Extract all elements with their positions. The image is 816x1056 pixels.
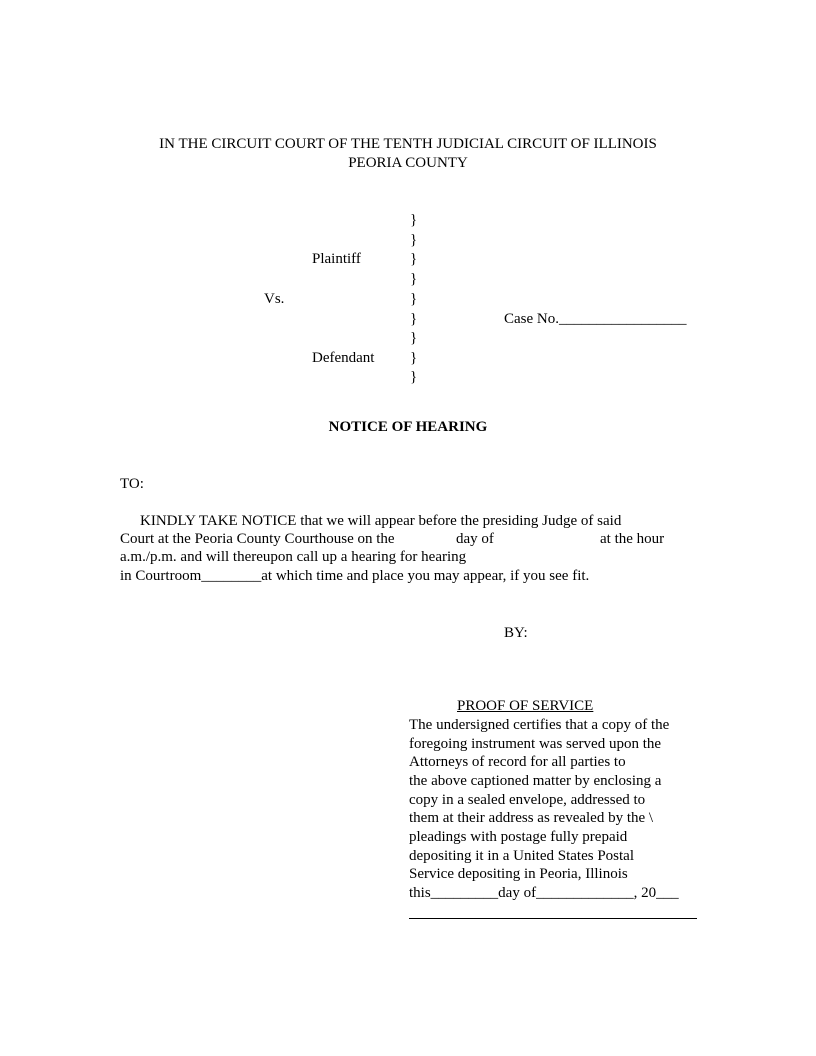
county-heading: PEORIA COUNTY <box>348 155 468 171</box>
proof-line: them at their address as revealed by the \ <box>409 810 654 826</box>
proof-line: The undersigned certifies that a copy of the <box>409 717 670 733</box>
document-title: NOTICE OF HEARING <box>328 419 488 435</box>
caption-brace: } <box>410 232 418 248</box>
notice-line-3: a.m./p.m. and will thereupon call up a hearing for hearing <box>120 549 467 565</box>
caption-brace: } <box>410 251 418 267</box>
case-number-field: Case No._________________ <box>504 311 687 327</box>
notice-line-4: in Courtroom________at which time and place you may appear, if you see fit. <box>120 568 590 584</box>
defendant-label: Defendant <box>312 350 375 366</box>
proof-line: pleadings with postage fully prepaid <box>409 829 628 845</box>
to-label: TO: <box>120 476 144 492</box>
by-label: BY: <box>504 625 528 641</box>
proof-line: this_________day of_____________, 20___ <box>409 885 679 901</box>
notice-line-1: KINDLY TAKE NOTICE that we will appear before the presiding Judge of said <box>140 513 622 529</box>
caption-brace: } <box>410 369 418 385</box>
notice-line-2b: day of <box>456 531 494 547</box>
proof-line: the above captioned matter by enclosing a <box>409 773 662 789</box>
vs-label: Vs. <box>264 291 285 307</box>
proof-line: depositing it in a United States Postal <box>409 848 634 864</box>
proof-line: copy in a sealed envelope, addressed to <box>409 792 646 808</box>
notice-line-2c: at the hour <box>600 531 665 547</box>
proof-of-service-title: PROOF OF SERVICE <box>457 698 594 714</box>
plaintiff-label: Plaintiff <box>312 251 361 267</box>
caption-brace: } <box>410 271 418 287</box>
proof-line: Attorneys of record for all parties to <box>409 754 626 770</box>
caption-brace: } <box>410 311 418 327</box>
caption-brace: } <box>410 212 418 228</box>
signature-line <box>409 918 697 919</box>
proof-line: Service depositing in Peoria, Illinois <box>409 866 628 882</box>
notice-line-2a: Court at the Peoria County Courthouse on the <box>120 531 395 547</box>
caption-brace: } <box>410 350 418 366</box>
caption-brace: } <box>410 291 418 307</box>
proof-line: foregoing instrument was served upon the <box>409 736 662 752</box>
caption-brace: } <box>410 330 418 346</box>
court-heading: IN THE CIRCUIT COURT OF THE TENTH JUDICIAL CIRCUIT OF ILLINOIS <box>159 136 657 152</box>
